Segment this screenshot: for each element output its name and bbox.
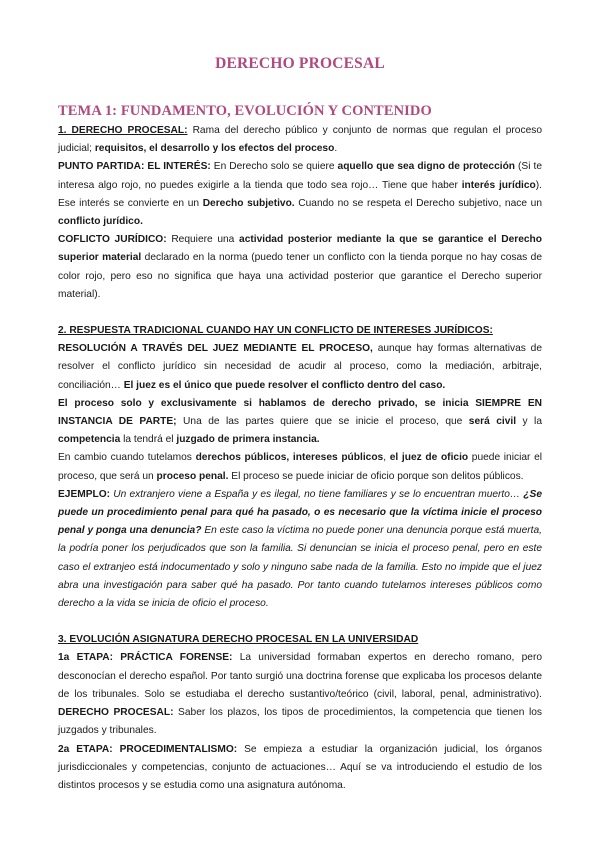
text-run: Una de las partes quiere que se inicie el proceso, que: [176, 416, 469, 428]
etapa1-label: 1a ETAPA: PRÁCTICA FORENSE:: [58, 652, 233, 664]
document-title: DERECHO PROCESAL: [215, 55, 385, 72]
section1-interes-paragraph: [58, 158, 542, 231]
text-run: El proceso se puede iniciar de oficio porque son delitos públicos.: [228, 470, 524, 482]
section3-heading-paragraph: [58, 631, 542, 649]
text-run: declarado en la norma (puedo tener un conflicto con la tienda porque no hay cosas de color rojo, pero eso no significa que haya una actividad posterior que garantice el Derecho superior material).: [58, 252, 542, 300]
section1-conflicto-paragraph: [58, 231, 542, 304]
section-gap: [58, 304, 542, 322]
text-run: En Derecho solo se quiere: [210, 161, 338, 173]
section2-privado-paragraph: [58, 395, 542, 450]
text-run-bold: interés jurídico: [461, 179, 536, 191]
text-run-bold: juzgado de primera instancia.: [176, 434, 320, 446]
section3-etapa1-paragraph: [58, 649, 542, 740]
text-run: Saber los plazos, los tipos de procedimientos, la competencia que tienen los juzgados y tribunales.: [58, 707, 542, 737]
text-run-italic: Un extranjero viene a España y es ilegal, no tiene familiares y se lo encuentran muerto…: [110, 488, 524, 500]
text-run: puede iniciar el proceso, que será un: [58, 452, 543, 482]
text-run: Rama del derecho público y conjunto de normas que regulan el proceso judicial;: [58, 125, 542, 155]
section1-heading: 1. DERECHO PROCESAL:: [58, 125, 188, 136]
text-run: Cuando no se respeta el Derecho subjetivo, nace un: [294, 197, 542, 209]
text-run-bold: DERECHO PROCESAL:: [58, 707, 174, 719]
text-run-bold: será civil: [468, 416, 517, 428]
section-gap: [58, 613, 542, 631]
etapa2-label: 2a ETAPA: PROCEDIMENTALISMO:: [58, 743, 238, 755]
section1-definition: [58, 122, 542, 158]
text-run: ). Ese interés se convierte en un: [58, 179, 543, 209]
text-run-bold: conflicto jurídico.: [58, 216, 143, 228]
text-run: La universidad formaban expertos en derecho romano, pero desconocían el derecho español. Por tanto surgió una doctrina forense que explicaba los procesos delante de los tribunales. Solo se estudiaba el derecho sustantivo/teórico (civil, laboral, penal, administrativo).: [58, 652, 543, 700]
text-run-bold: competencia: [58, 434, 121, 446]
text-run-bold: RESOLUCIÓN A TRAVÉS DEL JUEZ MEDIANTE EL PROCESO,: [58, 343, 373, 355]
section2-heading-paragraph: [58, 322, 542, 395]
text-run-bold: el juez de oficio: [389, 452, 469, 464]
text-run-bold: El proceso solo y exclusivamente si hablamos de derecho privado, se inicia SIEMPRE EN INSTANCIA DE PARTE;: [58, 397, 542, 428]
text-run: En cambio cuando tutelamos: [58, 452, 196, 464]
text-run: la tendrá el: [120, 434, 177, 446]
interes-label: PUNTO PARTIDA: EL INTERÉS:: [58, 161, 211, 173]
section3-etapa2-paragraph: [58, 741, 542, 796]
text-run: .: [334, 143, 338, 155]
section2-example-paragraph: [58, 486, 542, 613]
text-run: ,: [383, 452, 390, 464]
section3-heading: 3. EVOLUCIÓN ASIGNATURA DERECHO PROCESAL EN LA UNIVERSIDAD: [58, 634, 419, 646]
conflicto-label: COFLICTO JURÍDICO:: [58, 234, 167, 246]
text-run-bold: aquello que sea digno de protección: [337, 161, 516, 173]
section2-heading: 2. RESPUESTA TRADICIONAL CUANDO HAY UN CONFLICTO DE INTERESES JURÍDICOS:: [58, 325, 493, 337]
text-run: Requiere una: [166, 234, 240, 246]
document-body: [58, 122, 542, 795]
chapter-title: TEMA 1: FUNDAMENTO, EVOLUCIÓN Y CONTENIDO: [58, 103, 432, 119]
section2-publico-paragraph: [58, 449, 542, 485]
text-run: Se empieza a estudiar la organización judicial, los órganos jurisdiccionales y competencias, conjunto de actuaciones… Aquí se va introduciendo el estudio de los distintos procesos y se estudia como una asignatura autónoma.: [58, 743, 542, 791]
text-run-bold-italic: ¿Se puede un procedimiento penal para qué ha pasado, o es necesario que la víctima inicie el proceso penal y ponga una denuncia?: [58, 488, 542, 537]
text-run-bold: proceso penal.: [156, 470, 229, 482]
text-run-italic: En este caso la víctima no puede poner una denuncia porque está muerta, la podría poner los perjudicados que son la familia. Si denuncian se inicia el proceso penal, pero en este caso el extranjeo está indocumentado y solo y ninguno sabe nada de la familia. Esto no impide que el juez abra una investigación para saber qué ha pasado. Por tanto cuando tutelamos intereses públicos como derecho a la vida se inicia de oficio el proceso.: [58, 525, 542, 610]
text-run-bold: requisitos, el desarrollo y los efectos del proceso: [94, 143, 335, 155]
text-run: y la: [516, 416, 542, 428]
text-run-bold: actividad posterior mediante la que se garantice el Derecho superior material: [58, 234, 543, 264]
text-run-bold: El juez es el único que puede resolver el conflicto dentro del caso.: [123, 379, 446, 391]
example-label: EJEMPLO:: [58, 488, 111, 500]
text-run-bold: Derecho subjetivo.: [202, 197, 295, 209]
text-run-bold: derechos públicos, intereses públicos: [195, 452, 384, 464]
text-run: aunque hay formas alternativas de resolver el conflicto jurídico sin necesidad de acudir al proceso, como la mediación, arbitraje, conciliación…: [58, 343, 542, 391]
text-run: (Si te interesa algo rojo, no puedes exigirle a la tienda que todo sea rojo… Tiene que haber: [58, 161, 542, 191]
